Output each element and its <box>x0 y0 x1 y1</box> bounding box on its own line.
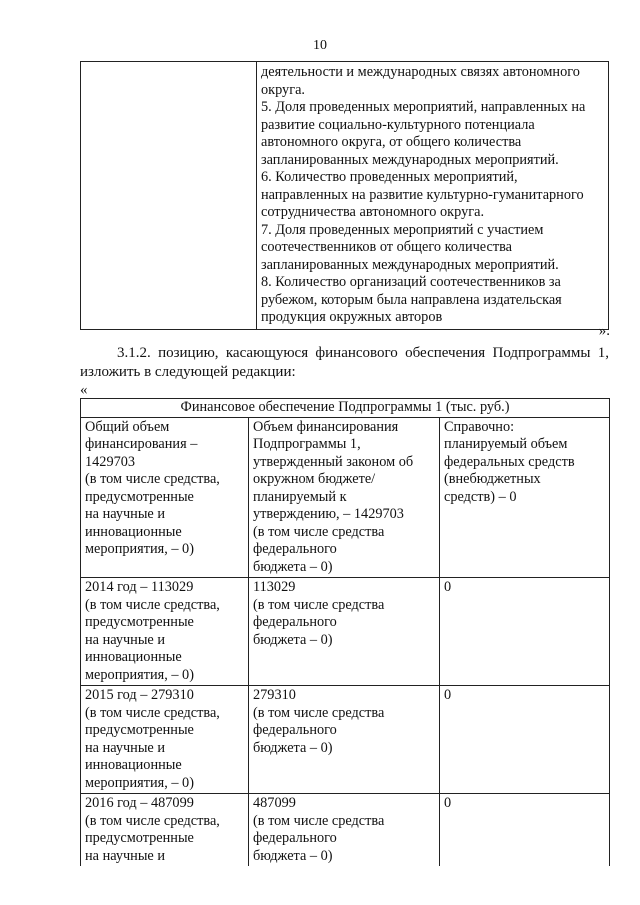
text-line: 0 <box>444 579 452 595</box>
year-cell <box>81 794 249 867</box>
text-line: инновационные <box>85 649 182 665</box>
text-line: планируемый объем <box>444 436 568 452</box>
text-line: 487099 <box>253 795 296 811</box>
text-line: сотрудничества автономного округа. <box>261 204 485 220</box>
table-row <box>81 794 610 867</box>
text-line: 0 <box>444 687 452 703</box>
text-line: бюджета – 0) <box>253 739 333 756</box>
text-line: Общий объем <box>85 418 170 435</box>
text-line: предусмотренные <box>85 614 194 630</box>
year-cell <box>81 578 249 686</box>
text-line: планируемый к <box>253 488 347 505</box>
text-line: 2016 год – 487099 <box>85 795 194 811</box>
text-line: федерального <box>253 541 337 557</box>
text-line: запланированных международных мероприятий. <box>261 256 559 273</box>
table-row <box>81 578 610 686</box>
text-line: федеральных средств <box>444 453 575 470</box>
amount-cell <box>249 578 440 686</box>
text-line: Справочно: <box>444 418 515 435</box>
text-line: (в том числе средства, <box>85 812 220 829</box>
text-line: направленных на развитие культурно-гуманитарного <box>261 186 584 203</box>
text-line: мероприятия, – 0) <box>85 666 194 683</box>
text-line: на научные и <box>85 847 166 864</box>
text-line: 2014 год – 113029 <box>85 579 194 595</box>
text-line: (в том числе средства <box>253 812 385 829</box>
text-line: финансирования – <box>85 436 198 452</box>
text-line: средств) – 0 <box>444 488 517 505</box>
text-line: продукция окружных авторов <box>261 309 443 325</box>
table-row <box>81 62 609 330</box>
text-line: утверждению, – 1429703 <box>253 506 404 522</box>
table-header: Финансовое обеспечение Подпрограммы 1 (тыс. руб.) <box>81 399 610 418</box>
amendment-paragraph <box>80 344 609 382</box>
text-line: (в том числе средства <box>253 704 385 721</box>
closing-quote: ». <box>598 323 610 339</box>
text-line: 279310 <box>253 687 296 703</box>
total-financing-cell <box>81 417 249 578</box>
text-line: 8. Количество организаций соотечественников за <box>261 274 561 290</box>
text-line: мероприятия, – 0) <box>85 541 194 557</box>
text-line: 5. Доля проведенных мероприятий, направленных на <box>261 99 586 115</box>
page-number: 10 <box>313 38 327 53</box>
text-line: утвержденный законом об <box>253 453 414 470</box>
text-line: рубежом, которым была направлена издательская <box>261 291 562 308</box>
text-line: округа. <box>261 81 305 98</box>
text-line: автономного округа, от общего количества <box>261 134 522 150</box>
text-line: федерального <box>253 722 337 738</box>
text-line: инновационные <box>85 523 182 540</box>
text-line: 6. Количество проведенных мероприятий, <box>261 169 518 185</box>
reference-cell <box>440 417 610 578</box>
reference-cell <box>440 686 610 794</box>
reference-cell <box>440 578 610 686</box>
reference-cell <box>440 794 610 867</box>
text-line: на научные и <box>85 739 166 756</box>
text-line: предусмотренные <box>85 488 194 505</box>
text-line: на научные и <box>85 506 166 522</box>
text-line: 2015 год – 279310 <box>85 687 194 703</box>
text-line: (в том числе средства, <box>85 471 220 487</box>
text-line: Подпрограммы 1, <box>253 436 361 452</box>
text-line: соотечественников от общего количества <box>261 239 512 255</box>
table-row <box>81 686 610 794</box>
text-line: развитие социально-культурного потенциала <box>261 116 535 133</box>
indicators-cell <box>257 62 609 330</box>
text-line: мероприятия, – 0) <box>85 774 194 791</box>
amount-cell <box>249 794 440 867</box>
table-row <box>81 417 610 578</box>
indicators-table <box>80 61 609 330</box>
text-line: на научные и <box>85 631 166 648</box>
text-line: (в том числе средства, <box>85 704 220 721</box>
text-line: окружном бюджете/ <box>253 471 376 487</box>
financing-table <box>80 398 610 866</box>
text-line: (в том числе средства <box>253 596 385 613</box>
text-line: 113029 <box>253 579 296 595</box>
text-line: инновационные <box>85 757 182 773</box>
opening-quote: « <box>80 382 88 398</box>
text-line: 1429703 <box>85 453 136 470</box>
text-line: (внебюджетных <box>444 471 541 487</box>
paragraph-line: 3.1.2. позицию, касающуюся финансового обеспечения Подпрограммы 1, <box>117 345 609 361</box>
text-line: предусмотренные <box>85 722 194 738</box>
table-cell-empty <box>81 62 257 330</box>
text-line: (в том числе средства, <box>85 596 220 613</box>
text-line: 7. Доля проведенных мероприятий с участием <box>261 221 544 238</box>
table-header-row <box>81 399 610 418</box>
text-line: деятельности и международных связях автономного <box>261 64 580 80</box>
text-line: запланированных международных мероприятий. <box>261 151 559 168</box>
year-cell <box>81 686 249 794</box>
text-line: 0 <box>444 795 452 811</box>
text-line: федерального <box>253 614 337 630</box>
text-line: бюджета – 0) <box>253 847 333 864</box>
text-line: (в том числе средства <box>253 523 385 540</box>
amount-cell <box>249 686 440 794</box>
approved-financing-cell <box>249 417 440 578</box>
text-line: федерального <box>253 830 337 846</box>
text-line: Объем финансирования <box>253 418 399 435</box>
text-line: предусмотренные <box>85 830 194 846</box>
paragraph-line: изложить в следующей редакции: <box>80 364 296 380</box>
text-line: бюджета – 0) <box>253 631 333 648</box>
text-line: бюджета – 0) <box>253 558 333 575</box>
